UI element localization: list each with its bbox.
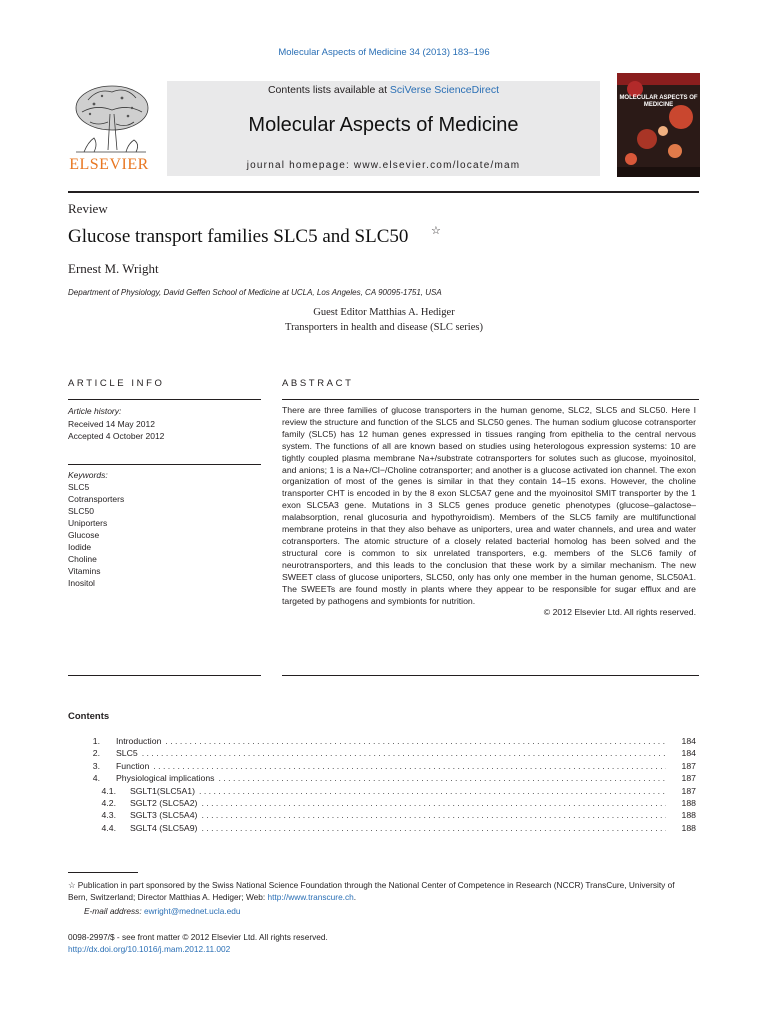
funding-text: Publication in part sponsored by the Swiss National Science Foundation through the National Center of Competence in Research (NCCR) TransCure, University of Bern, Switzerland; Director Matthias A. Hediger; Web:	[68, 880, 675, 902]
toc-number: 2.	[92, 748, 100, 759]
toc-number: 4.4.	[101, 822, 116, 833]
article-type: Review	[68, 201, 108, 216]
email-link[interactable]: ewright@mednet.ucla.edu	[143, 906, 241, 916]
keyword-item: Choline	[68, 554, 97, 564]
toc-number: 4.	[92, 773, 100, 784]
abstract-body	[282, 405, 696, 619]
toc-leader	[142, 748, 666, 758]
issn-line: 0098-2997/$ - see front matter © 2012 Elsevier Ltd. All rights reserved.	[68, 932, 328, 942]
toc-title: Function	[116, 760, 150, 771]
abstract-heading: ABSTRACT	[282, 378, 354, 389]
journal-name: Molecular Aspects of Medicine	[248, 114, 519, 136]
keyword-item: SLC5	[68, 482, 90, 492]
funding-end: .	[353, 891, 357, 902]
article-info-rule	[68, 399, 261, 400]
footnote-star: ☆	[68, 880, 76, 890]
toc-title: SGLT3 (SLC5A4)	[130, 810, 198, 821]
journal-citation[interactable]: Molecular Aspects of Medicine 34 (2013) 183–196	[278, 47, 490, 58]
author-name[interactable]: Ernest M. Wright	[68, 261, 159, 276]
toc-leader	[153, 761, 666, 771]
transcure-link[interactable]: http://www.transcure.ch	[267, 891, 354, 902]
cover-artwork-icon	[617, 73, 700, 177]
abstract-rule	[282, 675, 699, 676]
toc-leader	[165, 736, 666, 746]
accepted-date: Accepted 4 October 2012	[68, 431, 165, 441]
toc-page: 187	[681, 773, 696, 784]
footnote-rule	[68, 872, 138, 873]
article-info-heading: ARTICLE INFO	[68, 378, 165, 389]
article-history	[68, 405, 164, 443]
contents-prefix: Contents lists available at	[267, 84, 390, 96]
toc-leader	[201, 798, 666, 808]
keyword-item: Vitamins	[68, 566, 101, 576]
email-label: E-mail address:	[84, 906, 144, 916]
toc-title: Introduction	[116, 736, 162, 746]
front-matter-info	[68, 931, 328, 955]
toc-number: 3.	[92, 760, 100, 771]
title-footnote-mark[interactable]: ☆	[431, 225, 441, 237]
received-date: Received 14 May 2012	[68, 418, 155, 429]
keyword-item: Cotransporters	[68, 494, 125, 504]
journal-cover-thumbnail[interactable]	[617, 73, 700, 177]
toc-title: SGLT4 (SLC5A9)	[130, 822, 198, 833]
abstract-text: There are three families of glucose transporters in the human genome, SLC2, SLC5 and SLC50. Here I review the structure and function of the SLC5 and SLC50 genes. The human sodium glucose cotransporter family (SLC5) has 12 human genes expressed in tissues ranging from epithelia to the central nervous system. The functions of all are known based on studies using heterologous expression systems: 10 are tightly coupled plasma membrane Na+/substrate cotransporters for solutes such as glucose, myoinositol, and anions; 1 is a Na+/Cl−/Choline cotransporter; and another is a glucose activated ion channel. The exon organization of most of the genes is similar in that they contain 14–15 exons. However, the choline transporter CHT is encoded in by the 8 exon SLC5A7 gene and the myoinositol SMIT transporter by the 1 exon SLC5A3 gene. Mutations in 3 SLC5 genes produce genetic phenotypes (glucose–galactose–malabsorption, renal glucosuria and hypothyroidism). Members of the SLC5 family are multifunctional membrane proteins in that they also behave as uniporters, urea and water channels, and urea and water cotransporters. The atomic structure of a closely related bacterial homolog has been solved and the structural core is common to six unrelated transporters, e.g. members of the SLC6 family of neurotransporters, and this leads to the conclusion that these work by a similar mechanism. The new SWEET class of glucose uniporters, SLC50, only has only one member in the human genome, SLC50A1. The SWEETs are found mostly in plants where they appear to be responsible for sugar efflux and are targeted by pathogens and symbionts for nutrition.	[282, 405, 696, 606]
toc-subentry[interactable]	[68, 810, 696, 822]
keyword-item: Glucose	[68, 530, 100, 540]
toc-entry[interactable]	[68, 773, 696, 785]
toc-leader	[201, 810, 666, 820]
toc-entry[interactable]	[68, 761, 696, 773]
keywords-label: Keywords:	[68, 470, 108, 480]
contents-availability	[167, 84, 600, 96]
toc-page: 184	[681, 748, 696, 759]
funding-footnote	[68, 880, 696, 903]
toc-entry[interactable]	[68, 748, 696, 760]
toc-leader	[219, 773, 666, 783]
table-of-contents	[68, 736, 696, 835]
toc-title: SGLT1(SLC5A1)	[130, 785, 196, 796]
toc-title: SLC5	[116, 748, 138, 759]
toc-number: 4.2.	[101, 797, 116, 808]
toc-page: 187	[681, 785, 696, 796]
article-series: Transporters in health and disease (SLC series)	[285, 322, 483, 333]
toc-title: Physiological implications	[116, 773, 215, 784]
toc-subentry[interactable]	[68, 798, 696, 810]
abstract-copyright: © 2012 Elsevier Ltd. All rights reserved.	[543, 607, 696, 618]
elsevier-wordmark: ELSEVIER	[69, 156, 149, 173]
author-email	[84, 906, 240, 916]
toc-page: 188	[681, 797, 696, 808]
header-divider	[68, 191, 699, 193]
abstract-rule	[282, 399, 699, 400]
toc-number: 4.1.	[101, 785, 116, 796]
elsevier-tree-logo-icon	[68, 82, 153, 156]
article-title: Glucose transport families SLC5 and SLC50	[68, 226, 409, 247]
toc-leader	[199, 786, 666, 796]
toc-subentry[interactable]	[68, 786, 696, 798]
journal-homepage[interactable]: journal homepage: www.elsevier.com/locate/mam	[246, 160, 521, 171]
keyword-item: Uniporters	[68, 518, 108, 528]
cover-title: MOLECULAR ASPECTS OF MEDICINE	[619, 95, 698, 108]
toc-page: 187	[681, 760, 696, 771]
toc-page: 184	[681, 736, 696, 746]
contents-heading: Contents	[68, 711, 110, 722]
history-label: Article history:	[68, 406, 122, 416]
toc-number: 1.	[92, 736, 100, 746]
keywords-section	[68, 469, 124, 589]
author-affiliation: Department of Physiology, David Geffen School of Medicine at UCLA, Los Angeles, CA 90095-1751, USA	[68, 288, 442, 297]
toc-leader	[201, 823, 666, 833]
article-info-rule	[68, 464, 261, 465]
doi-link[interactable]: http://dx.doi.org/10.1016/j.mam.2012.11.002	[68, 944, 231, 954]
keyword-item: SLC50	[68, 506, 94, 516]
toc-page: 188	[681, 822, 696, 833]
toc-subentry[interactable]	[68, 823, 696, 835]
article-info-rule	[68, 675, 261, 676]
guest-editor: Guest Editor Matthias A. Hediger	[313, 307, 455, 318]
toc-title: SGLT2 (SLC5A2)	[130, 797, 198, 808]
toc-entry[interactable]	[68, 736, 696, 748]
keyword-item: Iodide	[68, 542, 92, 552]
toc-number: 4.3.	[101, 810, 116, 821]
keyword-item: Inositol	[68, 578, 95, 588]
toc-page: 188	[681, 810, 696, 821]
sciencedirect-link[interactable]: SciVerse ScienceDirect	[389, 84, 500, 96]
